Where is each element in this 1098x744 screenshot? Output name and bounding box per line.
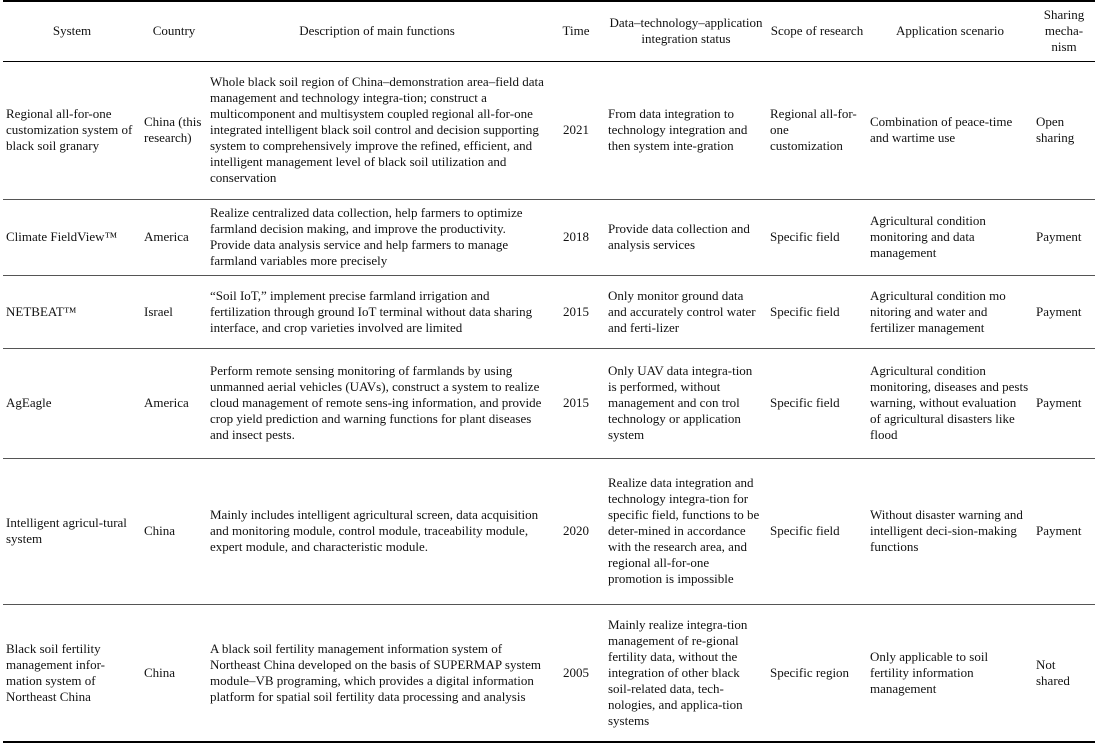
cell-system: Black soil fertility management infor-mation system of Northeast China	[3, 604, 141, 742]
cell-integration-status: Realize data integration and technology integra-tion for specific field, functions to be deter-mined in accordance with the research area, and regional all-for-one promotion is impossible	[605, 458, 767, 604]
table-row	[3, 458, 1095, 604]
cell-sharing: Open sharing	[1033, 61, 1095, 199]
cell-description: Whole black soil region of China–demonstration area–field data management and technology integra-tion; construct a multicomponent and multisystem coupled regional all-for-one integrated intelligent black soil control and decision supporting system to comprehensively improve the refined, efficient, and intelligent management level of black soil utilization and conservation	[207, 61, 547, 199]
cell-scope: Specific field	[767, 199, 867, 275]
cell-scope: Specific region	[767, 604, 867, 742]
header-description: Description of main functions	[207, 1, 547, 61]
cell-scenario: Agricultural condition monitoring and data management	[867, 199, 1033, 275]
cell-description: Realize centralized data collection, help farmers to optimize farmland decision making, and improve the productivity. Provide data analysis service and help farmers to manage farmland variables more precisely	[207, 199, 547, 275]
header-time: Time	[547, 1, 605, 61]
cell-sharing: Payment	[1033, 199, 1095, 275]
cell-country: America	[141, 199, 207, 275]
cell-scope: Regional all-for-one customization	[767, 61, 867, 199]
header-integration-status: Data–technology–application integration status	[605, 1, 767, 61]
cell-description: Mainly includes intelligent agricultural screen, data acquisition and monitoring module, control module, traceability module, expert module, and characteristic module.	[207, 458, 547, 604]
cell-description: “Soil IoT,” implement precise farmland irrigation and fertilization through ground IoT terminal without data sharing interface, and crop varieties involved are limited	[207, 275, 547, 348]
header-country: Country	[141, 1, 207, 61]
comparison-table	[3, 0, 1095, 743]
cell-time: 2021	[547, 61, 605, 199]
cell-integration-status: Only monitor ground data and accurately control water and ferti-lizer	[605, 275, 767, 348]
cell-system: Regional all-for-one customization system of black soil granary	[3, 61, 141, 199]
cell-integration-status: Provide data collection and analysis services	[605, 199, 767, 275]
cell-scenario: Agricultural condition monitoring, diseases and pests warning, without evaluation of agricultural disasters like flood	[867, 348, 1033, 458]
cell-system: Intelligent agricul-tural system	[3, 458, 141, 604]
header-sharing: Sharing mecha-nism	[1033, 1, 1095, 61]
cell-sharing: Payment	[1033, 275, 1095, 348]
cell-scenario: Only applicable to soil fertility information management	[867, 604, 1033, 742]
cell-sharing: Payment	[1033, 458, 1095, 604]
cell-country: America	[141, 348, 207, 458]
cell-sharing: Payment	[1033, 348, 1095, 458]
cell-time: 2020	[547, 458, 605, 604]
cell-integration-status: From data integration to technology integration and then system inte-gration	[605, 61, 767, 199]
cell-system: NETBEAT™	[3, 275, 141, 348]
table-row	[3, 199, 1095, 275]
table-row	[3, 61, 1095, 199]
header-row	[3, 1, 1095, 61]
cell-country: China (this research)	[141, 61, 207, 199]
cell-integration-status: Mainly realize integra-tion management of re-gional fertility data, without the integration of other black soil-related data, tech-nologies, and applica-tion systems	[605, 604, 767, 742]
cell-country: Israel	[141, 275, 207, 348]
cell-sharing: Not shared	[1033, 604, 1095, 742]
cell-system: AgEagle	[3, 348, 141, 458]
cell-scenario: Combination of peace-time and wartime use	[867, 61, 1033, 199]
header-scenario: Application scenario	[867, 1, 1033, 61]
table-header	[3, 1, 1095, 61]
cell-integration-status: Only UAV data integra-tion is performed, without management and con trol technology or application system	[605, 348, 767, 458]
cell-description: Perform remote sensing monitoring of farmlands by using unmanned aerial vehicles (UAVs), construct a system to realize cloud management of remote sens-ing information, and provide crop yield prediction and warning functions for plant diseases and insect pests.	[207, 348, 547, 458]
header-system: System	[3, 1, 141, 61]
table-row	[3, 275, 1095, 348]
cell-scenario: Agricultural condition mo nitoring and water and fertilizer management	[867, 275, 1033, 348]
cell-time: 2005	[547, 604, 605, 742]
table-body	[3, 61, 1095, 742]
cell-system: Climate FieldView™	[3, 199, 141, 275]
cell-scope: Specific field	[767, 348, 867, 458]
cell-scenario: Without disaster warning and intelligent deci-sion-making functions	[867, 458, 1033, 604]
cell-time: 2018	[547, 199, 605, 275]
cell-scope: Specific field	[767, 458, 867, 604]
cell-time: 2015	[547, 275, 605, 348]
cell-country: China	[141, 458, 207, 604]
table-row	[3, 604, 1095, 742]
header-scope: Scope of research	[767, 1, 867, 61]
table-row	[3, 348, 1095, 458]
cell-scope: Specific field	[767, 275, 867, 348]
cell-country: China	[141, 604, 207, 742]
cell-time: 2015	[547, 348, 605, 458]
cell-description: A black soil fertility management information system of Northeast China developed on the basis of SUPERMAP system module–VB programing, which provides a digital information platform for spatial soil fertility data processing and analysis	[207, 604, 547, 742]
